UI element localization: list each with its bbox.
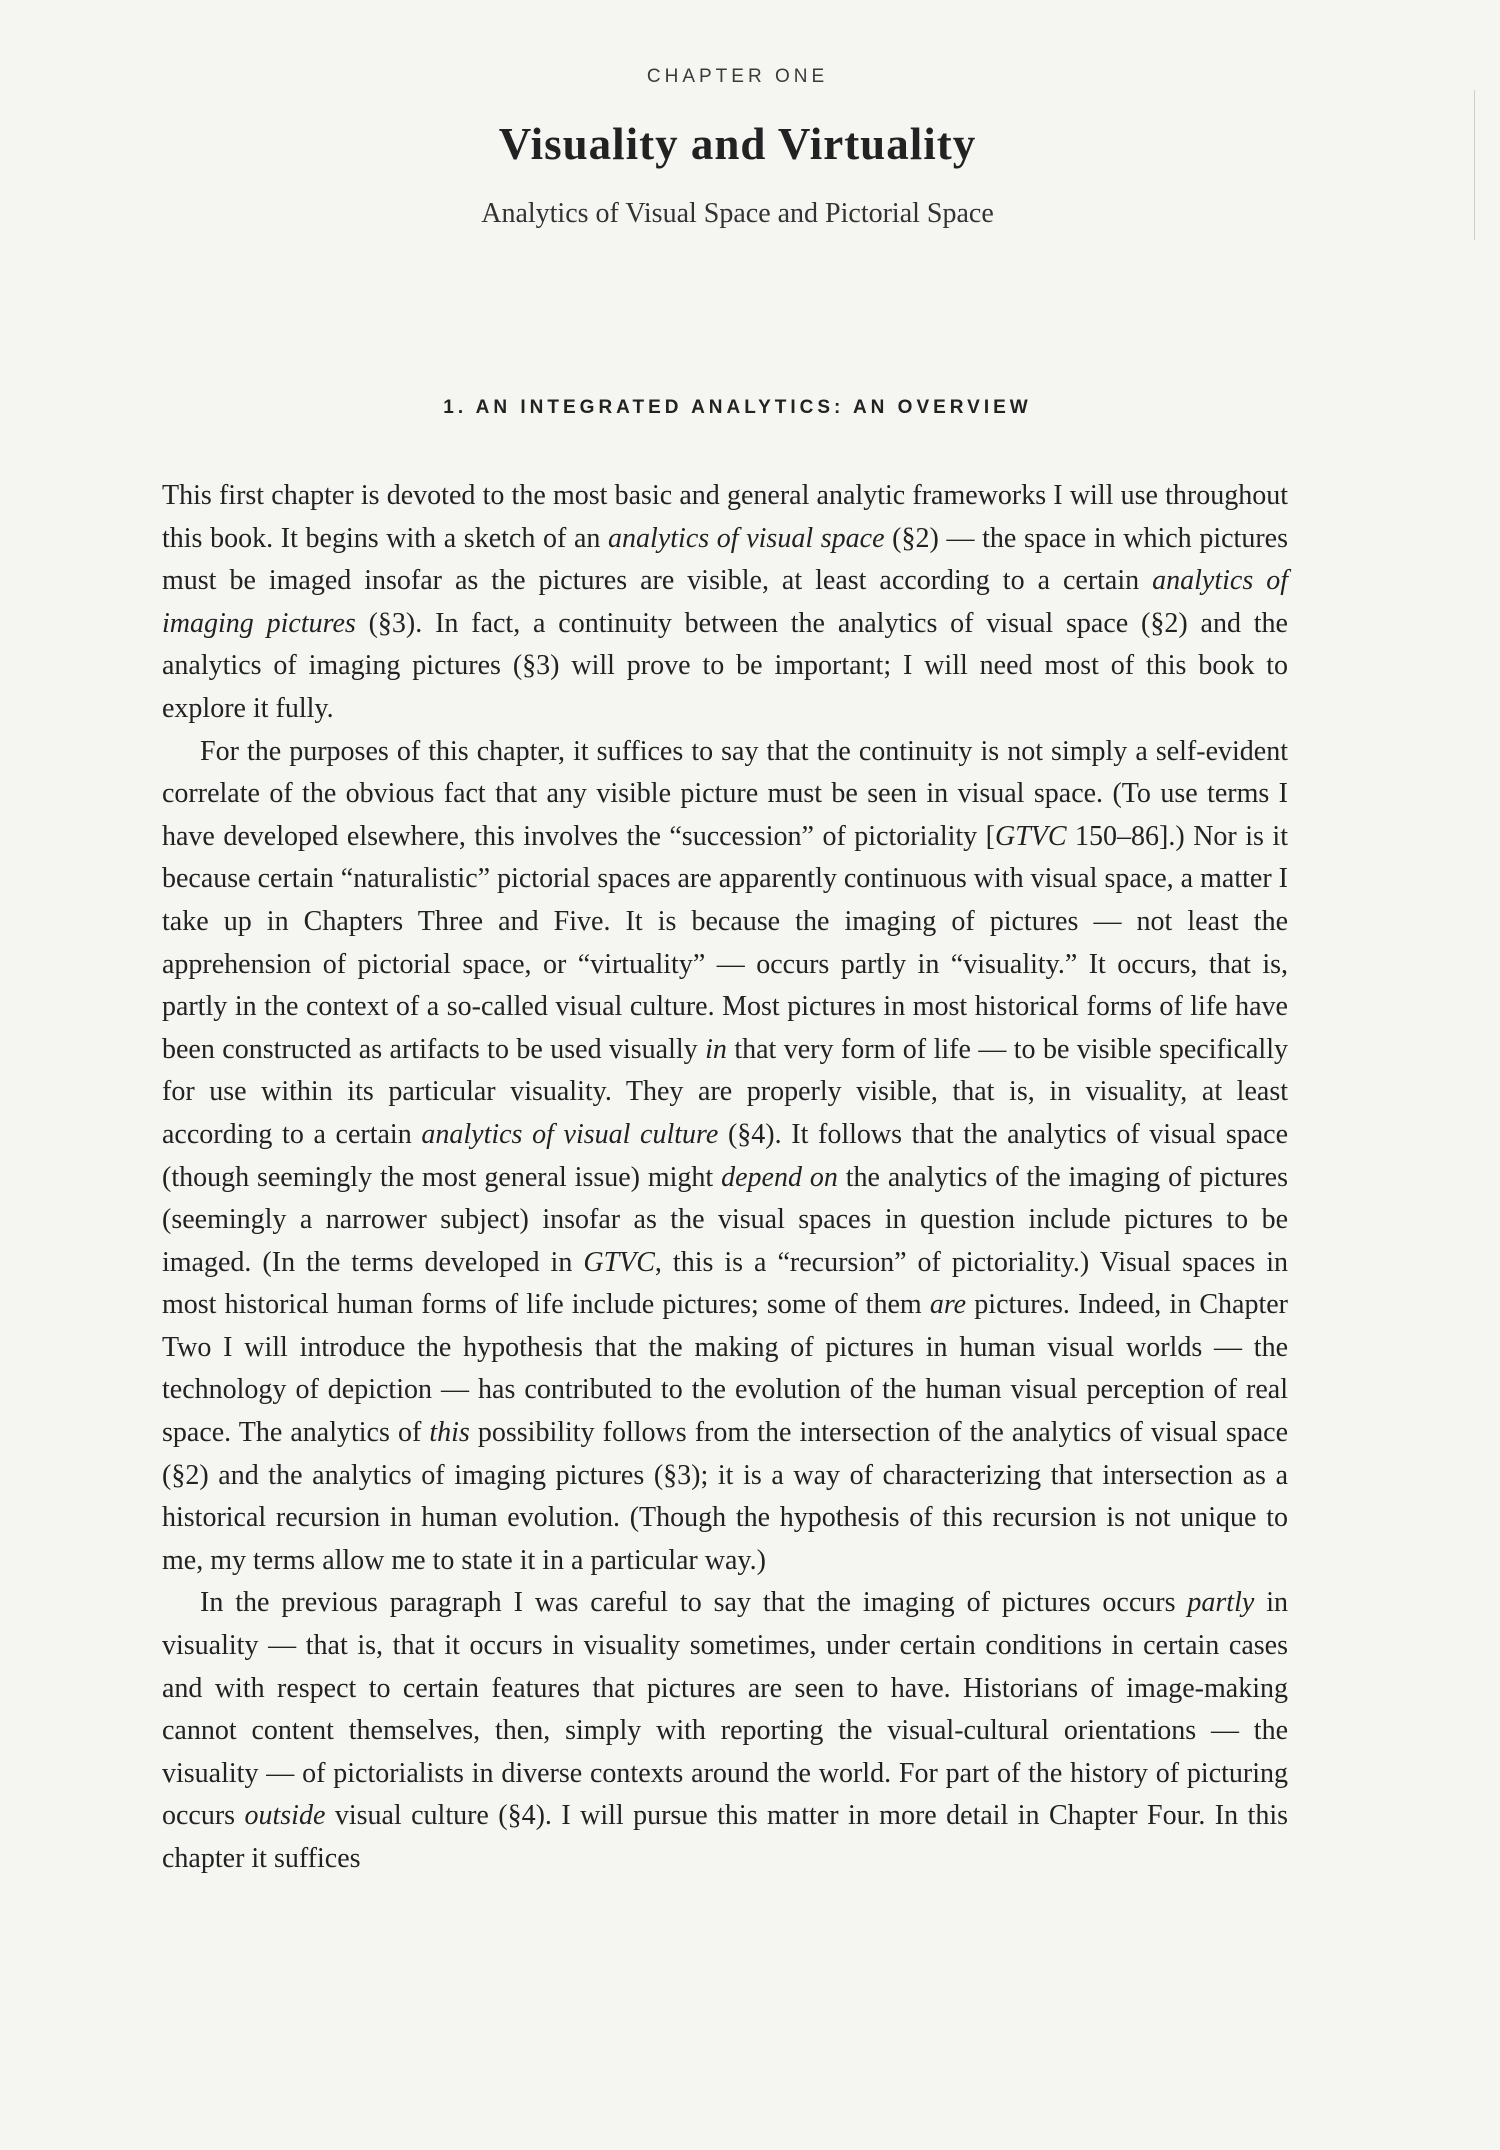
text-run: that very form of life — to be visible specifically for use within its particular visuality. They are properly visible, that is, in visuality, at least according to a certain [162, 1033, 1288, 1150]
text-run: visual culture (§4). I will pursue this matter in more detail in Chapter Four. In this chapter it suffices [162, 1800, 1288, 1874]
text-run: possibility follows from the intersection of the analytics of visual space (§2) and the analytics of imaging pictures (§3); it is a way of characterizing that intersection as a historical recursion in human evolution. (Though the hypothesis of this recursion is not unique to me, my terms allow me to state it in a particular way.) [162, 1417, 1288, 1576]
italic-run: analytics of visual culture [421, 1118, 719, 1150]
text-run: 150–86].) Nor is it because certain “naturalistic” pictorial spaces are apparently continuous with visual space, a matter I take up in Chapters Three and Five. It is because the imaging of pictures — not least the apprehension of pictorial space, or “virtuality” — occurs partly in “visuality.” It occurs, that is, partly in the context of a so-called visual culture. Most pictures in most historical forms of life have been constructed as artifacts to be used visually [162, 820, 1288, 1065]
section-heading: 1. AN INTEGRATED ANALYTICS: AN OVERVIEW [443, 397, 1032, 418]
italic-run: this [429, 1417, 470, 1449]
text-run: in visuality — that is, that it occurs in visuality sometimes, under certain conditions in certain cases and with respect to certain features that pictures are seen to have. Historians of image-making cannot content themselves, then, simply with reporting the visual-cultural orientations — the visuality — of pictorialists in diverse contexts around the world. For part of the history of picturing occurs [162, 1587, 1288, 1832]
italic-run: outside [244, 1800, 326, 1832]
italic-run: analytics of visual space [608, 522, 885, 554]
text-run: (§2) — the space in which pictures must be imaged insofar as the pictures are visible, at least according to a certain [162, 522, 1288, 597]
text-run: (§3). In fact, a continuity between the analytics of visual space (§2) and the analytics of imaging pictures (§3) will prove to be important; I will need most of this book to explore it fully. [162, 607, 1288, 724]
paragraph [162, 1582, 1288, 1880]
italic-run: partly [1187, 1587, 1255, 1619]
text-run: This first chapter is devoted to the most basic and general analytic frameworks I will use throughout this book. It begins with a sketch of an [162, 480, 1288, 554]
text-run: (§4). It follows that the analytics of visual space (though seemingly the most general issue) might [162, 1118, 1288, 1193]
italic-run: GTVC [994, 820, 1067, 852]
italic-run: depend on [721, 1161, 838, 1193]
italic-run: are [929, 1289, 967, 1321]
text-run: In the previous paragraph I was careful to say that the imaging of pictures occurs [200, 1587, 1188, 1619]
page-edge-mark [1474, 90, 1475, 240]
text-run: the analytics of the imaging of pictures (seemingly a narrower subject) insofar as the visual spaces in question include pictures to be imaged. (In the terms developed in [162, 1161, 1289, 1278]
italic-run: GTVC [583, 1246, 655, 1278]
text-run: For the purposes of this chapter, it suffices to say that the continuity is not simply a self-evident correlate of the obvious fact that any visible picture must be seen in visual space. (To use terms I have developed elsewhere, this involves the “succession” of pictoriality [ [162, 735, 1288, 852]
italic-run: in [705, 1033, 727, 1065]
chapter-title: Visuality and Virtuality [498, 119, 977, 169]
body-text [162, 475, 1288, 1881]
text-run: pictures. Indeed, in Chapter Two I will introduce the hypothesis that the making of pictures in human visual worlds — the technology of depiction — has contributed to the evolution of the human visual perception of real space. The analytics of [162, 1289, 1288, 1449]
italic-run: analytics of imaging pictures [162, 565, 1288, 639]
chapter-subtitle: Analytics of Visual Space and Pictorial Space [481, 198, 994, 229]
paragraph [162, 475, 1288, 731]
text-run: , this is a “recursion” of pictoriality.) Visual spaces in most historical human forms of life include pictures; some of them [162, 1246, 1288, 1321]
paragraph [162, 731, 1288, 1583]
chapter-label: CHAPTER ONE [646, 66, 829, 87]
